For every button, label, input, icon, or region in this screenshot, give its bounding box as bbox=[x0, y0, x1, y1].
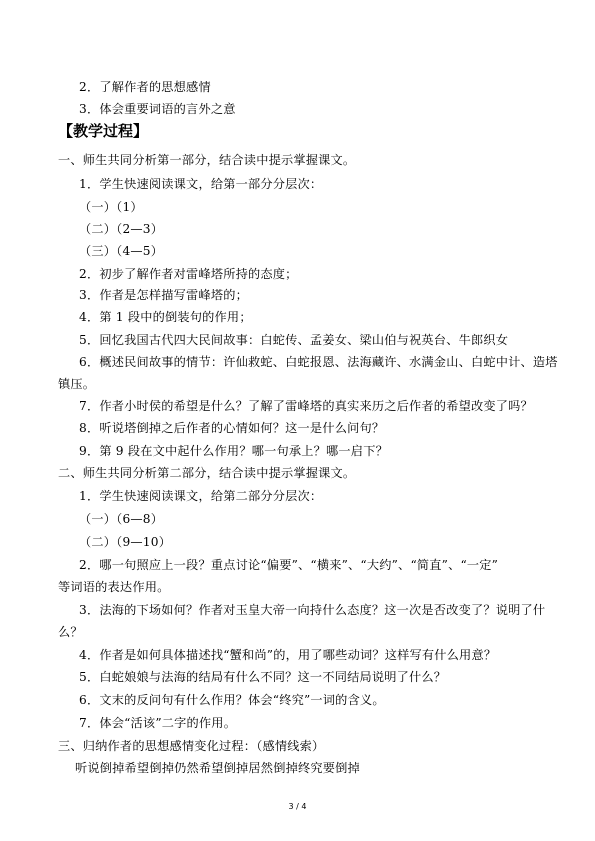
part-one-heading: 一、师生共同分析第一部分，结合读中提示掌握课文。 bbox=[58, 153, 356, 167]
list-item: 9．第 9 段在文中起什么作用？哪一句承上？哪一启下？ bbox=[79, 444, 388, 458]
list-item-continuation: 么？ bbox=[58, 625, 83, 639]
list-item: 1．学生快速阅读课文，给第一部分分层次： bbox=[79, 177, 323, 191]
list-item: 3．法海的下场如何？作者对玉皇大帝一向持什么态度？这一次是否改变了？说明了什 bbox=[79, 603, 546, 617]
page-number: 3 / 4 bbox=[288, 802, 307, 811]
list-item: 8．听说塔倒掉之后作者的心情如何？这一是什么问句？ bbox=[79, 421, 385, 435]
list-item-continuation: 等词语的表达作用。 bbox=[58, 580, 170, 594]
part-two-heading: 二、师生共同分析第二部分，结合读中提示掌握课文。 bbox=[58, 466, 356, 480]
list-item: 4．第 1 段中的倒装句的作用； bbox=[79, 310, 252, 324]
list-item: 6．概述民间故事的情节：许仙救蛇、白蛇报恩、法海藏许、水满金山、白蛇中计、造塔 bbox=[79, 355, 558, 369]
list-item: （二）（9—10） bbox=[79, 535, 172, 549]
list-item: （二）（2—3） bbox=[79, 222, 164, 236]
list-item: （三）（4—5） bbox=[79, 244, 164, 258]
list-item: （一）（1） bbox=[79, 200, 143, 214]
list-item: 3．作者是怎样描写雷峰塔的； bbox=[79, 288, 248, 302]
list-item: 7．作者小时侯的希望是什么？了解了雷峰塔的真实来历之后作者的希望改变了吗？ bbox=[79, 399, 533, 413]
goal-2: 2．了解作者的思想感情 bbox=[79, 80, 211, 94]
emotion-clue-line: 听说倒掉希望倒掉仍然希望倒掉居然倒掉终究要倒掉 bbox=[75, 761, 360, 775]
goal-3: 3．体会重要词语的言外之意 bbox=[79, 102, 236, 116]
list-item: 5．回忆我国古代四大民间故事：白蛇传、孟姜女、梁山伯与祝英台、牛郎织女 bbox=[79, 333, 509, 347]
list-item: 2．哪一句照应上一段？重点讨论“偏要”、“横来”、“大约”、“简直”、“一定” bbox=[79, 558, 499, 572]
list-item-continuation: 镇压。 bbox=[58, 377, 96, 391]
list-item: 4．作者是如何具体描述找“蟹和尚”的，用了哪些动词？这样写有什么用意？ bbox=[79, 648, 497, 662]
part-three-heading: 三、归纳作者的思想感情变化过程：（感情线索） bbox=[58, 739, 325, 753]
list-item: 1．学生快速阅读课文，给第二部分分层次： bbox=[79, 489, 323, 503]
list-item: 5．白蛇娘娘与法海的结局有什么不同？这一不同结局说明了什么？ bbox=[79, 670, 447, 684]
list-item: （一）（6—8） bbox=[79, 512, 164, 526]
list-item: 7．体会“活该”二字的作用。 bbox=[79, 716, 237, 730]
list-item: 6．文末的反问句有什么作用？体会“终究”一词的含义。 bbox=[79, 693, 385, 707]
section-heading: 【教学过程】 bbox=[58, 122, 149, 140]
list-item: 2．初步了解作者对雷峰塔所持的态度； bbox=[79, 267, 298, 281]
